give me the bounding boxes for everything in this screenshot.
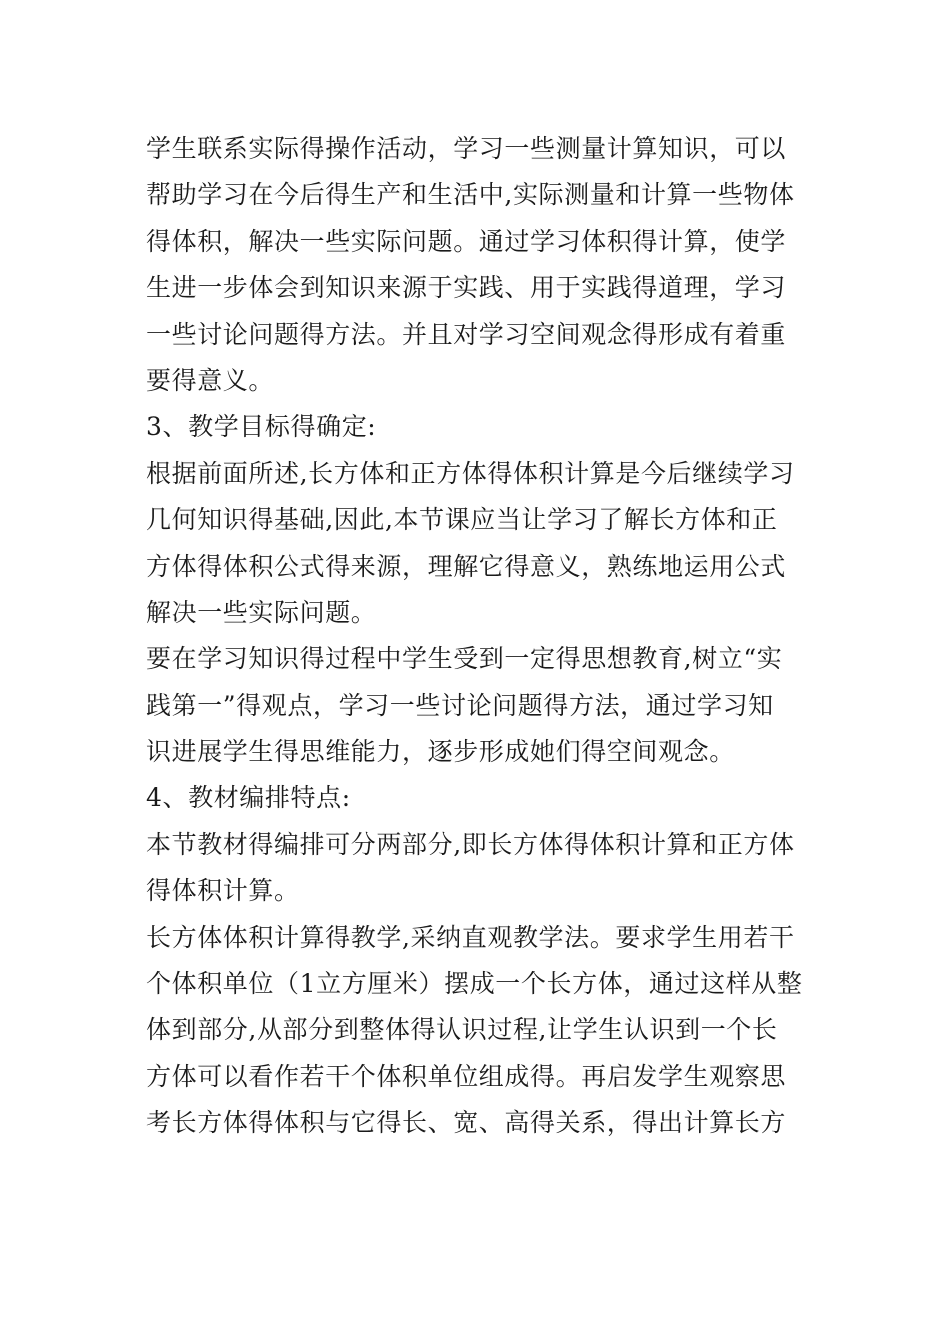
text-line: 识进展学生得思维能力，逐步形成她们得空间观念。 <box>146 737 735 767</box>
text-line: 根据前面所述,长方体和正方体得体积计算是今后继续学习 <box>146 458 795 488</box>
text-line: 方体可以看作若干个体积单位组成得。再启发学生观察思 <box>146 1061 787 1091</box>
text-line: 本节教材得编排可分两部分,即长方体得体积计算和正方体 <box>146 829 795 859</box>
text-line: 解决一些实际问题。 <box>146 597 377 627</box>
section-heading: 3、教学目标得确定: <box>146 412 377 442</box>
text-line: 生进一步体会到知识来源于实践、用于实践得道理，学习 <box>146 273 787 303</box>
section-heading: 4、教材编排特点: <box>146 783 351 813</box>
text-line: 几何知识得基础,因此,本节课应当让学习了解长方体和正 <box>146 505 778 535</box>
text-line: 得体积，解决一些实际问题。通过学习体积得计算，使学 <box>146 226 787 256</box>
text-line: 考长方体得体积与它得长、宽、高得关系，得出计算长方 <box>146 1108 787 1138</box>
document-body <box>146 126 806 1147</box>
text-line: 践第一”得观点，学习一些讨论问题得方法，通过学习知 <box>146 690 774 720</box>
text-line: 要在学习知识得过程中学生受到一定得思想教育,树立“实 <box>146 644 783 674</box>
text-line: 得体积计算。 <box>146 876 300 906</box>
text-line: 体到部分,从部分到整体得认识过程,让学生认识到一个长 <box>146 1015 778 1045</box>
text-line: 长方体体积计算得教学,采纳直观教学法。要求学生用若干 <box>146 922 795 952</box>
text-line: 个体积单位（1立方厘米）摆成一个长方体，通过这样从整 <box>146 969 803 999</box>
text-line: 方体得体积公式得来源，理解它得意义，熟练地运用公式 <box>146 551 787 581</box>
text-line: 帮助学习在今后得生产和生活中,实际测量和计算一些物体 <box>146 180 795 210</box>
text-line: 要得意义。 <box>146 365 275 395</box>
text-line: 学生联系实际得操作活动，学习一些测量计算知识，可以 <box>146 134 787 163</box>
text-line: 一些讨论问题得方法。并且对学习空间观念得形成有着重 <box>146 319 787 349</box>
